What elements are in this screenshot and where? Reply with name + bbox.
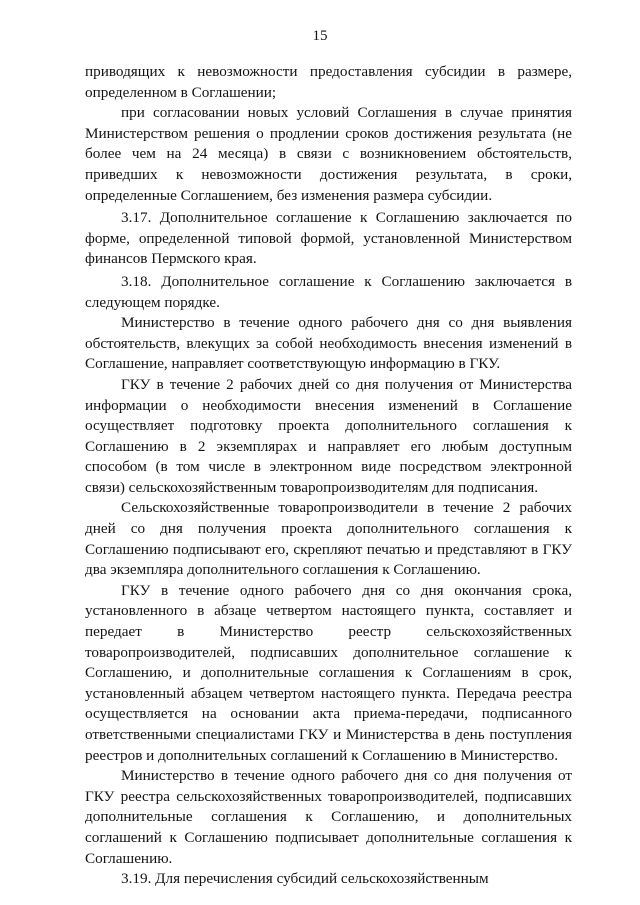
paragraph-3-17: 3.17. Дополнительное соглашение к Соглашению заключается по форме, определенной типовой формой, установленной Министерством финансов Пермского края. [85,209,572,268]
paragraph-continuation: приводящих к невозможности предоставления субсидии в размере, определенном в Соглашении; [85,63,572,101]
paragraph-ministry-notice: Министерство в течение одного рабочего дня со дня выявления обстоятельств, влекущих за собой необходимость внесения изменений в Соглашение, направляет соответствующую информацию в ГКУ. [85,314,572,373]
paragraph-gku-registry: ГКУ в течение одного рабочего дня со дня окончания срока, установленного в абзаце четвертом настоящего пункта, составляет и передает в Министерство реестр сельскохозяйственных товаропроизводителей, подписавших дополнительное соглашение к Соглашению, и дополнительные соглашения к Соглашениям в срок, установленный абзацем четвертом настоящего пункта. Передача реестра осуществляется на основании акта приема-передачи, подписанного ответственными специалистами ГКУ и Министерства в день поступления реестров и дополнительных соглашений к Соглашению в Министерство. [85,581,572,764]
paragraph-new-conditions: при согласовании новых условий Соглашения в случае принятия Министерством решения о продлении сроков достижения результата (не более чем на 24 месяца) в связи с возникновением обстоятельств, приведших к невозможности достижения результата, в сроки, определенные Соглашением, без изменения размера субсидии. [85,104,572,204]
paragraph-gku-preparation: ГКУ в течение 2 рабочих дней со дня получения от Министерства информации о необходимости внесения изменений в Соглашение осуществляет подготовку проекта дополнительного соглашения к Соглашению в 2 экземплярах и направляет его любым доступным способом (в том числе в электронном виде посредством электронной связи) сельскохозяйственным товаропроизводителям для подписания. [85,375,572,496]
paragraph-3-18: 3.18. Дополнительное соглашение к Соглашению заключается в следующем порядке. [85,272,572,311]
paragraph-producers-signing: Сельскохозяйственные товаропроизводители в течение 2 рабочих дней со дня получения проекта дополнительного соглашения к Соглашению подписывают его, скрепляют печатью и представляют в ГКУ два экземпляра дополнительного соглашения к Соглашению. [85,499,572,579]
page-number: 15 [312,28,328,44]
paragraph-ministry-signing: Министерство в течение одного рабочего дня со дня получения от ГКУ реестра сельскохозяйственных товаропроизводителей, подписавших дополнительные соглашения к Соглашению, и дополнительных соглашений к Соглашению подписывает дополнительные соглашения к Соглашению. [85,767,572,867]
document-body [85,62,572,890]
paragraph-3-19: 3.19. Для перечисления субсидий сельскохозяйственным [121,870,489,888]
